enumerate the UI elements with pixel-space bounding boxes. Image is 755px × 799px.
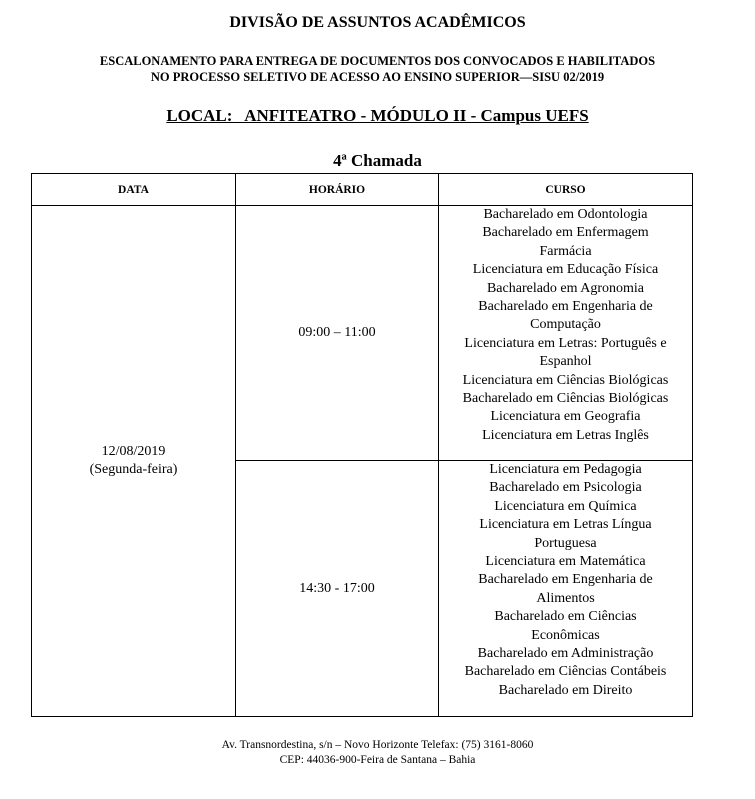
course-item: Licenciatura em Química — [494, 498, 637, 514]
course-item: Bacharelado em Engenharia de — [478, 299, 653, 315]
course-item: Bacharelado em Enfermagem — [482, 225, 649, 241]
table-row — [32, 206, 693, 461]
subtitle-line-1: ESCALONAMENTO PARA ENTREGA DE DOCUMENTOS DOS CONVOCADOS E HABILITADOS — [99, 54, 656, 68]
time-cell-morning: 09:00 – 11:00 — [236, 206, 439, 461]
course-item: Farmácia — [539, 243, 592, 259]
course-item: Bacharelado em Odontologia — [483, 207, 648, 222]
course-item: Bacharelado em Ciências — [494, 609, 637, 625]
table-header-row — [32, 174, 693, 206]
time-cell-afternoon: 14:30 - 17:00 — [236, 461, 439, 717]
subtitle-line-2: NO PROCESSO SELETIVO DE ACESSO AO ENSINO SUPERIOR—SISU 02/2019 — [150, 70, 605, 84]
course-item: Licenciatura em Letras: Português e — [464, 335, 667, 351]
course-item: Bacharelado em Direito — [498, 682, 633, 698]
date-value: 12/08/2019 — [101, 444, 166, 459]
course-item: Licenciatura em Matemática — [485, 554, 646, 570]
course-item: Bacharelado em Ciências Contábeis — [464, 664, 667, 680]
footer-line-2: CEP: 44036-900-Feira de Santana – Bahia — [279, 754, 476, 766]
weekday-value: (Segunda-feira) — [89, 462, 178, 477]
course-item: Bacharelado em Engenharia de — [478, 572, 653, 588]
course-item: Bacharelado em Ciências Biológicas — [462, 391, 669, 407]
course-item: Espanhol — [539, 354, 592, 370]
course-item: Computação — [530, 317, 601, 333]
course-item: Bacharelado em Psicologia — [489, 480, 642, 496]
document-subtitle — [0, 53, 755, 85]
location-text: LOCAL: ANFITEATRO - MÓDULO II - Campus UEFS — [166, 106, 589, 125]
course-list-morning — [439, 206, 693, 461]
course-item: Bacharelado em Agronomia — [486, 280, 645, 296]
course-item: Portuguesa — [534, 535, 597, 551]
schedule-table — [31, 173, 693, 717]
course-item: Licenciatura em Letras Língua — [479, 517, 652, 533]
course-item: Licenciatura em Letras Inglês — [482, 427, 649, 443]
column-header-curso: CURSO — [439, 174, 693, 206]
column-header-horario: HORÁRIO — [236, 174, 439, 206]
course-item: Licenciatura em Pedagogia — [489, 462, 642, 477]
call-heading: 4ª Chamada — [333, 151, 422, 170]
course-item: Econômicas — [531, 627, 600, 643]
location-heading — [0, 106, 755, 126]
course-item: Licenciatura em Geografia — [490, 409, 641, 425]
course-list-afternoon — [439, 461, 693, 717]
course-item: Licenciatura em Educação Física — [472, 262, 659, 278]
document-title: DIVISÃO DE ASSUNTOS ACADÊMICOS — [229, 14, 526, 31]
course-item: Alimentos — [536, 590, 595, 606]
date-cell — [32, 206, 236, 717]
footer-address — [0, 738, 755, 768]
course-item: Licenciatura em Ciências Biológicas — [462, 372, 669, 388]
footer-line-1: Av. Transnordestina, s/n – Novo Horizonte Telefax: (75) 3161-8060 — [221, 739, 534, 751]
column-header-data: DATA — [32, 174, 236, 206]
course-item: Bacharelado em Administração — [477, 646, 654, 662]
